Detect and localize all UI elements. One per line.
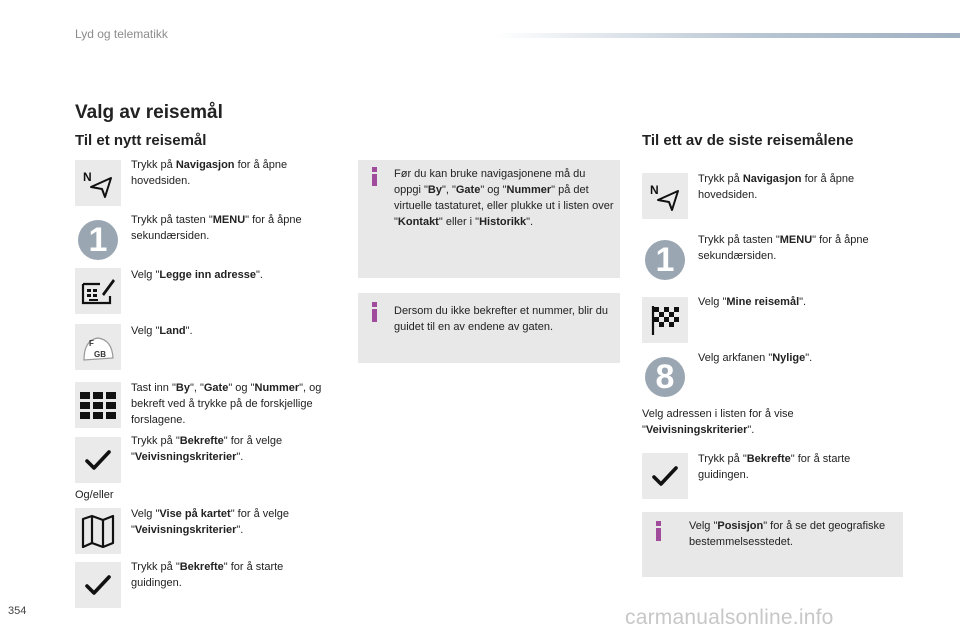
keypad-grid-icon [79, 390, 117, 420]
left-step-4: Velg "Land". [131, 325, 193, 337]
keyboard-pen-icon [80, 276, 116, 306]
info-icon [656, 528, 661, 541]
country-tile[interactable] [75, 324, 121, 370]
info-icon [372, 174, 377, 186]
page-title: Valg av reisemål [75, 102, 223, 123]
navigation-tile[interactable] [75, 160, 121, 206]
map-icon [80, 514, 116, 548]
map-tile[interactable] [75, 508, 121, 554]
flag-letter-top: F [89, 339, 94, 348]
checkmark-icon [652, 465, 678, 487]
navigation-icon [81, 166, 115, 200]
right-step-2: Trykk på tasten "MENU" for å åpne sekundærsiden. [698, 234, 869, 262]
navigation-icon [648, 179, 682, 213]
svg-text:N: N [650, 183, 659, 197]
watermark: carmanualsonline.info [625, 606, 834, 629]
keypad-tile[interactable] [75, 382, 121, 428]
right-step-5: Velg adressen i listen for å vise "Veivisningskriterier". [642, 408, 794, 436]
left-step-8: Trykk på "Bekrefte" for å starte guidingen. [131, 561, 284, 589]
left-step-1: Trykk på Navigasjon for å åpne hovedsiden. [131, 159, 288, 187]
left-step-3: Velg "Legge inn adresse". [131, 269, 263, 281]
right-subtitle: Til ett av de siste reisemålene [642, 132, 854, 149]
left-step-5: Tast inn "By", "Gate" og "Nummer", og bekreft ved å trykke på de forskjellige forslagene. [131, 382, 322, 426]
step-number-badge-right: 1 [645, 240, 685, 280]
info-text-1: Før du kan bruke navigasjonene må du oppgi "By", "Gate" og "Nummer" på det virtuelle tastaturet, eller plukke ut i listen over "Kontakt" eller i "Historikk". [394, 168, 614, 228]
confirm-tile-right[interactable] [642, 453, 688, 499]
right-step-4: Velg arkfanen "Nylige". [698, 352, 813, 364]
checkered-flag-icon [648, 303, 682, 337]
step-number-badge-8: 8 [645, 357, 685, 397]
info-box-1 [358, 160, 620, 278]
confirm-tile-2[interactable] [75, 562, 121, 608]
right-step-6: Trykk på "Bekrefte" for å starte guidingen. [698, 453, 851, 481]
left-step-7: Velg "Vise på kartet" for å velge "Veivisningskriterier". [131, 508, 290, 536]
section-label: Lyd og telematikk [75, 27, 168, 41]
page-number: 354 [8, 605, 27, 617]
country-flag-icon [80, 330, 116, 364]
left-step-6: Trykk på "Bekrefte" for å velge "Veivisningskriterier". [131, 435, 283, 463]
info-box-3 [642, 512, 903, 577]
info-box-2 [358, 293, 620, 363]
confirm-tile[interactable] [75, 437, 121, 483]
step-number-badge: 1 [78, 220, 118, 260]
address-input-tile[interactable] [75, 268, 121, 314]
info-icon [372, 309, 377, 322]
checkmark-icon [85, 574, 111, 596]
checkmark-icon [85, 449, 111, 471]
info-text-2: Dersom du ikke bekrefter et nummer, blir du guidet til en av endene av gaten. [394, 305, 608, 333]
my-destinations-tile[interactable] [642, 297, 688, 343]
or-label: Og/eller [75, 489, 114, 501]
info-text-3: Velg "Posisjon" for å se det geografiske bestemmelsesstedet. [689, 520, 886, 548]
flag-letter-bottom: GB [94, 350, 106, 359]
svg-text:N: N [83, 170, 92, 184]
right-step-1: Trykk på Navigasjon for å åpne hovedsiden. [698, 173, 855, 201]
header-bar [495, 33, 960, 38]
left-subtitle: Til et nytt reisemål [75, 132, 207, 149]
navigation-tile-right[interactable] [642, 173, 688, 219]
left-step-2: Trykk på tasten "MENU" for å åpne sekundærsiden. [131, 214, 302, 242]
right-step-3: Velg "Mine reisemål". [698, 296, 807, 308]
